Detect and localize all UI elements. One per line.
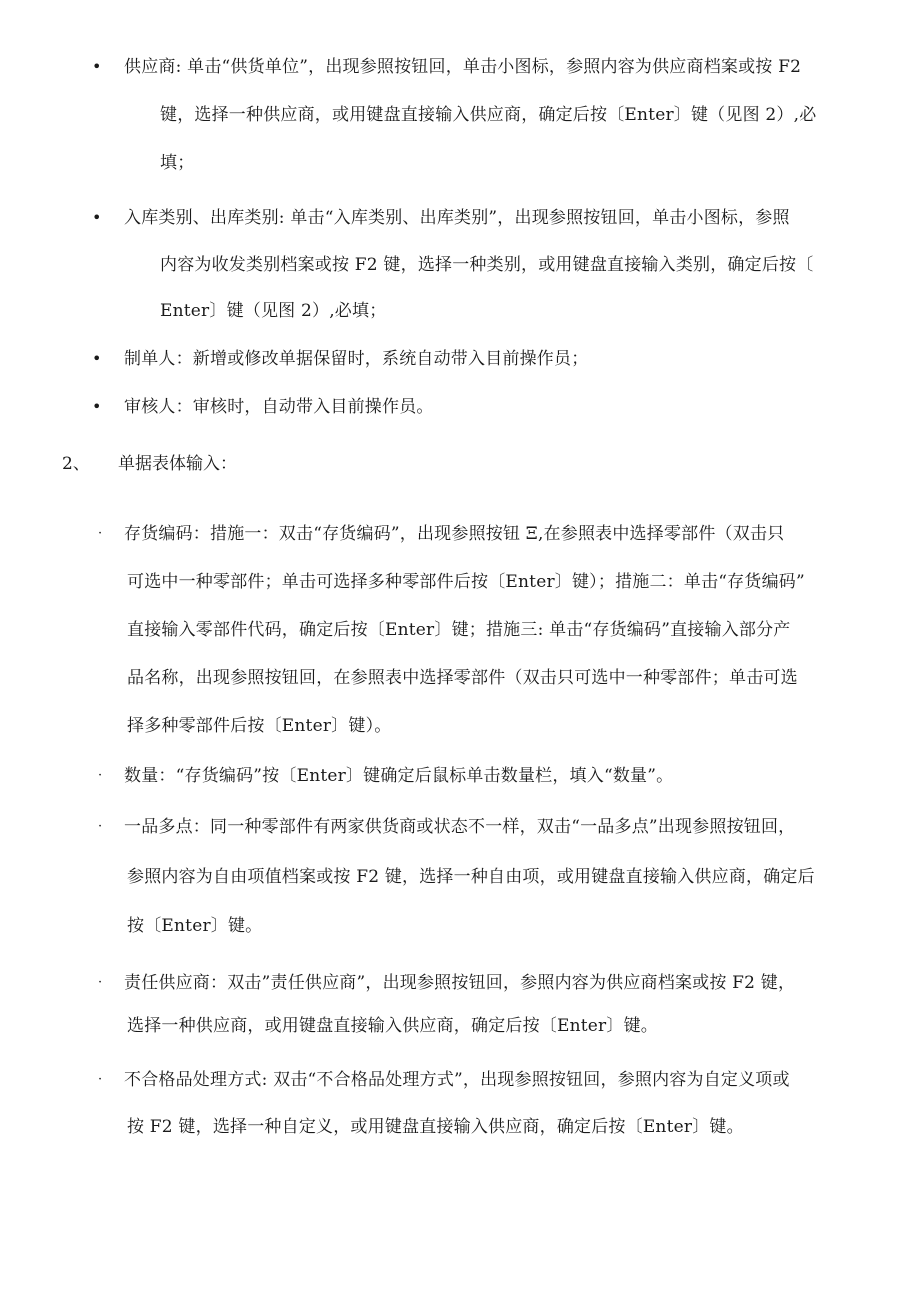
bullet-marker: • — [92, 397, 102, 416]
bullet-marker: · — [98, 768, 103, 783]
paragraph-line: 数量：“存货编码”按〔Enter〕键确定后鼠标单击数量栏，填入“数量”。 — [124, 766, 674, 786]
bullet-marker: • — [92, 208, 102, 227]
bullet-marker: · — [98, 526, 103, 541]
paragraph-line: 内容为收发类别档案或按 F2 键，选择一种类别，或用键盘直接输入类别，确定后按〔 — [160, 255, 814, 275]
paragraph-line: 不合格品处理方式: 双击“不合格品处理方式”，出现参照按钮回，参照内容为自定义项或 — [124, 1070, 790, 1090]
paragraph-line: 直接输入零部件代码，确定后按〔Enter〕键；措施三: 单击“存货编码”直接输入部分产 — [127, 620, 791, 640]
paragraph-line: 责任供应商：双击”责任供应商”，出现参照按钮回，参照内容为供应商档案或按 F2 键， — [124, 973, 796, 993]
bullet-marker: • — [92, 349, 102, 368]
paragraph-line: 参照内容为自由项值档案或按 F2 键，选择一种自由项，或用键盘直接输入供应商，确定后 — [127, 867, 815, 887]
paragraph-line: 存货编码：措施一：双击“存货编码”，出现参照按钮 Ξ,在参照表中选择零部件（双击只 — [124, 524, 785, 544]
paragraph-line: 按 F2 键，选择一种自定义，或用键盘直接输入供应商，确定后按〔Enter〕键。 — [127, 1117, 744, 1137]
paragraph-line: 一品多点：同一种零部件有两家供货商或状态不一样，双击“一品多点”出现参照按钮回， — [124, 817, 796, 837]
paragraph-line: 选择一种供应商，或用键盘直接输入供应商，确定后按〔Enter〕键。 — [127, 1016, 658, 1036]
bullet-marker: · — [98, 819, 103, 834]
paragraph-line: 制单人：新增或修改单据保留时，系统自动带入目前操作员； — [124, 349, 589, 369]
paragraph-line: 可选中一种零部件；单击可选择多种零部件后按〔Enter〕键）；措施二：单击“存货编码” — [127, 572, 805, 592]
section-number: 2、 — [62, 454, 90, 474]
bullet-marker: · — [98, 1072, 103, 1087]
paragraph-line: 供应商: 单击“供货单位”，出现参照按钮回，单击小图标，参照内容为供应商档案或按 F2 — [124, 57, 802, 77]
section-title: 单据表体输入： — [118, 454, 237, 474]
paragraph-line: 择多种零部件后按〔Enter〕键）。 — [127, 716, 392, 736]
paragraph-line: 键，选择一种供应商，或用键盘直接输入供应商，确定后按〔Enter〕键（见图 2）,必 — [160, 105, 817, 125]
paragraph-line: 审核人：审核时，自动带入目前操作员。 — [124, 397, 434, 417]
paragraph-line: Enter〕键（见图 2）,必填； — [160, 301, 387, 321]
paragraph-line: 入库类别、出库类别: 单击“入库类别、出库类别”，出现参照按钮回，单击小图标，参照 — [124, 208, 790, 228]
paragraph-line: 填； — [160, 153, 195, 173]
bullet-marker: · — [98, 975, 103, 990]
bullet-marker: • — [92, 57, 102, 76]
paragraph-line: 品名称，出现参照按钮回，在参照表中选择零部件（双击只可选中一种零部件；单击可选 — [127, 668, 798, 688]
paragraph-line: 按〔Enter〕键。 — [127, 916, 263, 936]
